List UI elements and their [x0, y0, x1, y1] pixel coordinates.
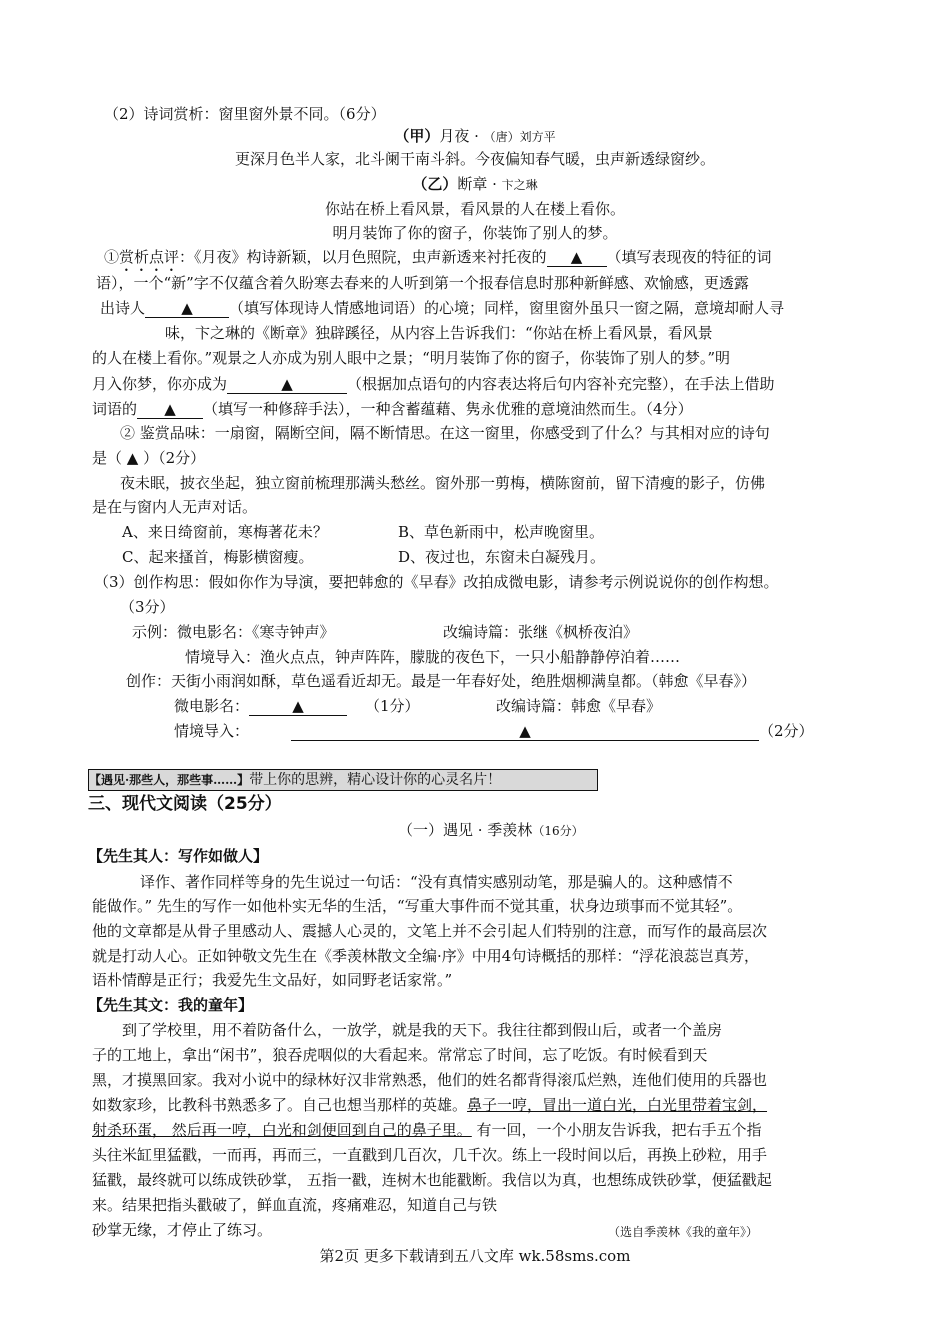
film-name-row — [174, 696, 420, 716]
sub1-line6 — [92, 374, 775, 394]
para2-line6: 头往米缸里猛戳，一而再，再而三，一直戳到几百次，几千次。练上一段时间以后，再换上砂粒，用手 — [92, 1146, 768, 1164]
option-c[interactable]: C、起来搔首，梅影横窗瘦。 — [122, 548, 314, 566]
para2-line5 — [92, 1120, 762, 1140]
q2-heading: （2）诗词赏析：窗里窗外景不同。（6分） — [104, 105, 386, 123]
film-name-blank[interactable]: ▲ — [249, 697, 347, 716]
answer-blank-2[interactable]: ▲ — [145, 299, 229, 318]
para2-line1: 到了学校里，用不着防备什么，一放学，就是我的天下。我往往都到假山后，或者一个盖房 — [122, 1021, 723, 1039]
para2-line8: 来。结果把指头戳破了，鲜血直流，疼痛难忍，知道自己与铁 — [92, 1196, 498, 1214]
film-label: 微电影名： — [174, 697, 250, 715]
sub1-num: ① — [104, 248, 120, 266]
poem-b-title: 断章 — [457, 175, 488, 193]
para1-line4: 就是打动人心。正如钟敬文先生在《季羡林散文全编·序》中用4句诗概括的那样：“浮花浪蕊岂真芳， — [92, 947, 759, 965]
heading-person: 【先生其人：写作如做人】 — [88, 847, 269, 865]
example-film: 示例：微电影名：《寒寺钟声》 — [132, 623, 335, 641]
para2-line3: 黑，才摸黑回家。我对小说中的绿林好汉非常熟悉，他们的姓名都背得滚瓜烂熟，连他们使用的兵器也 — [92, 1071, 768, 1089]
sub1-line7 — [92, 399, 693, 419]
sub1-line1 — [104, 247, 772, 275]
sub2-passage-2: 是在与窗内人无声对话。 — [92, 498, 258, 516]
banner-text: 带上你的思辨，精心设计你的心灵名片！ — [249, 772, 502, 788]
scene-label: 情境导入： — [174, 722, 250, 740]
sub1-line5: 的人在楼上看你。”观景之人亦成为别人眼中之景；“明月装饰了你的窗子，你装饰了别人的梦。”明 — [92, 349, 731, 367]
sub1-text: 出诗人 — [100, 299, 146, 317]
reading1-title — [398, 820, 584, 841]
poem-b-line2: 明月装饰了你的窗子，你装饰了别人的梦。 — [332, 224, 618, 242]
option-b[interactable]: B、草色新雨中，松声晚窗里。 — [398, 523, 605, 541]
poem-b-tag: （乙） — [412, 175, 458, 193]
q3-heading: （3）创作构思：假如你作为导演，要把韩愈的《早春》改拍成微电影，请参考示例说说你的创作构想。 — [94, 573, 779, 591]
heading-text: 【先生其文：我的童年】 — [88, 996, 254, 1014]
creation-poem: 创作：天街小雨润如酥，草色遥看近却无。最是一年春好处，绝胜烟柳满皇都。（韩愈《早春》） — [126, 672, 757, 690]
poem-a-title-line: （甲）月夜 · （唐）刘方平 — [394, 127, 556, 145]
poem-b-author: 卞之琳 — [501, 178, 538, 192]
answer-blank-1[interactable]: ▲ — [547, 248, 607, 267]
para2-line2: 子的工地上，拿出“闲书”，狼吞虎咽似的大看起来。常常忘了时间，忘了吃饭。有时候看到天 — [92, 1046, 708, 1064]
sub1-text: （填写体现诗人情感地词语）的心境；同样，窗里窗外虽只一窗之隔，意境却耐人寻 — [229, 299, 785, 317]
option-d[interactable]: D、夜过也，东窗未白凝残月。 — [398, 548, 606, 566]
reading1-score: （16分） — [532, 824, 584, 838]
sub2-line2[interactable]: 是（ ▲ ）（2分） — [92, 449, 206, 467]
sub2-line1: ② 鉴赏品味：一扇窗，隔断空间，隔不断情思。在这一窗里，你感受到了什么？与其相对应的诗句 — [120, 424, 770, 442]
sub1-text: 月入你梦，你亦成为 — [92, 375, 228, 393]
poem-a-tag: （甲） — [394, 127, 440, 145]
sub1-line4: 味，卞之琳的《断章》独辟蹊径，从内容上告诉我们：“你站在桥上看风景，看风景 — [165, 324, 713, 342]
example-scene: 情境导入：渔火点点，钟声阵阵，朦胧的夜色下，一只小船静静停泊着…… — [185, 648, 681, 666]
example-poem: 改编诗篇：张继《枫桥夜泊》 — [443, 623, 639, 641]
sub1-label: 赏析点评 — [119, 248, 180, 266]
banner-bold: 【遇见·那些人，那些事……】 — [89, 773, 250, 787]
para1-line5: 语朴情醇是正行；我爱先生文品好，如同野老话家常。” — [92, 971, 453, 989]
poem-b-title-line: （乙）断章 · 卞之琳 — [412, 175, 538, 193]
underlined-sentence: 射杀环蛋， 然后再一哼，白光和剑便回到自己的鼻子里。 — [92, 1121, 472, 1139]
sub1-line3 — [100, 298, 784, 318]
page-footer: 第2页 更多下载请到五八文库 wk.58sms.com — [319, 1247, 631, 1265]
sub1-text: （填写一种修辞手法），一种含蓄蕴藉、隽永优雅的意境油然而生。（4分） — [203, 400, 693, 418]
reading1-name: （一）遇见 · 季羡林 — [398, 821, 533, 839]
sub1-text: （填写表现夜的特征的词 — [606, 248, 772, 266]
film-score: （1分） — [365, 697, 420, 715]
poem-a-text: 更深月色半人家，北斗阑干南斗斜。今夜偏知春气暖，虫声新透绿窗纱。 — [234, 150, 715, 168]
section3-title: 三、现代文阅读（25分） — [88, 794, 282, 814]
sub1-text: （根据加点语句的内容表达将后句内容补充完整），在手法上借助 — [347, 375, 775, 393]
para2-line4 — [92, 1095, 767, 1115]
adapted-poem: 改编诗篇：韩愈《早春》 — [496, 697, 662, 715]
section-banner — [88, 769, 598, 791]
sub1-text: ：《月夜》构诗新颖，以月色照院，虫声新透来衬托夜的 — [179, 248, 547, 266]
para2-line9: 砂掌无缘，才停止了练习。 — [92, 1221, 273, 1239]
sub1-text: 词语的 — [92, 400, 138, 418]
para1-line2: 能做作。” 先生的写作一如他朴实无华的生活，“写重大事件而不觉其重，状身边琐事而不觉其轻”。 — [92, 897, 743, 915]
poem-a-title: 月夜 — [439, 127, 470, 145]
option-a[interactable]: A、来日绮窗前，寒梅著花未？ — [122, 523, 328, 541]
q3-score: （3分） — [120, 598, 175, 616]
para2-text: 有一回，一个小朋友告诉我，把右手五个指 — [471, 1121, 762, 1139]
scene-score: （2分） — [759, 722, 814, 740]
answer-blank-3[interactable]: ▲ — [227, 375, 347, 394]
para2-line7: 猛戳，最终就可以练成铁砂掌， 五指一戳，连树木也能戳断。我信以为真，也想练成铁砂掌，便猛戳起 — [92, 1171, 772, 1189]
sub1-line2: 语），一个“新”字不仅蕴含着久盼寒去春来的人听到第一个报春信息时那种新鲜感、欢愉感，更透露 — [96, 274, 749, 292]
sub2-passage-1: 夜未眠，披衣坐起，独立窗前梳理那满头愁丝。窗外那一剪梅，横陈窗前，留下清瘦的影子，仿佛 — [120, 474, 766, 492]
poem-a-author: （唐）刘方平 — [483, 130, 556, 144]
poem-b-line1: 你站在桥上看风景，看风景的人在楼上看你。 — [324, 200, 625, 218]
source-note: （选自季羡林《我的童年》） — [608, 1225, 759, 1239]
para1-line1: 译作、著作同样等身的先生说过一句话：“没有真情实感别动笔，那是骗人的。这种感情不 — [140, 873, 733, 891]
underlined-sentence: 鼻子一哼，冒出一道白光，白光里带着宝剑， — [467, 1096, 768, 1114]
para1-line3: 他的文章都是从骨子里感动人、震撼人心灵的，文笔上并不会引起人们特别的注意，而写作的最高层次 — [92, 922, 768, 940]
answer-blank-4[interactable]: ▲ — [137, 400, 203, 419]
scene-row — [174, 721, 814, 741]
scene-blank[interactable]: ▲ — [291, 722, 759, 741]
para2-text: 如数家珍，比教科书熟悉多了。自己也想当那样的英雄。 — [92, 1096, 468, 1114]
